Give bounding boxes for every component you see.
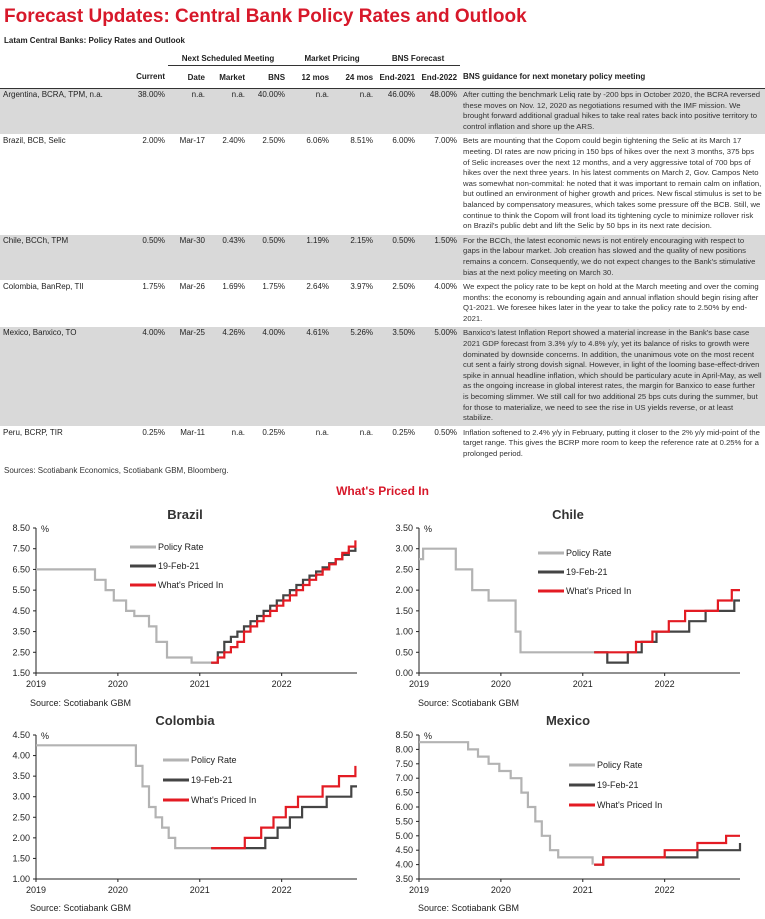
cell-date: Mar-30 (168, 234, 208, 280)
cell-date: Mar-17 (168, 135, 208, 234)
col-header-market: Market (208, 66, 248, 89)
colombia-y-tick-label: 3.50 (12, 771, 30, 782)
mexico-legend-label: What's Priced In (597, 800, 663, 810)
brazil-y-tick-label: 1.50 (12, 668, 30, 678)
cell-bns: 2.50% (248, 135, 288, 234)
cell-24mos: 3.97% (332, 281, 376, 327)
colombia-chart-title: Colombia (155, 713, 215, 728)
cell-12mos: 6.06% (288, 135, 332, 234)
cell-bank: Mexico, Banxico, TO (0, 327, 128, 426)
mexico-y-tick-label: 7.50 (395, 758, 413, 769)
cell-current: 2.00% (128, 135, 168, 234)
mexico-chart-title: Mexico (545, 713, 591, 728)
cell-bank: Peru, BCRP, TIR (0, 426, 128, 462)
colombia-y-tick-label: 1.50 (12, 853, 30, 864)
chile-y-tick-label: 3.50 (395, 523, 413, 533)
col-header-date: Date (168, 66, 208, 89)
cell-current: 38.00% (128, 89, 168, 135)
chile-y-tick-label: 2.50 (395, 564, 413, 575)
cell-current: 4.00% (128, 327, 168, 426)
cell-market: 1.69% (208, 281, 248, 327)
mexico-y-tick-label: 4.50 (395, 845, 413, 856)
chile-chart-source: Source: Scotiabank GBM (418, 698, 520, 708)
mexico-y-tick-label: 8.50 (395, 730, 413, 740)
brazil-series-whats-priced-in (211, 540, 355, 662)
cell-bns: 40.00% (248, 89, 288, 135)
colombia-unit-label: % (41, 731, 50, 741)
cell-24mos: 5.26% (332, 327, 376, 426)
colombia-x-tick-label: 2019 (25, 885, 47, 895)
brazil-unit-label: % (41, 524, 50, 534)
colombia-y-tick-label: 2.00 (12, 832, 30, 843)
cell-24mos: n.a. (332, 426, 376, 462)
cell-market: 4.26% (208, 327, 248, 426)
table-sources: Sources: Scotiabank Economics, Scotiabank GBM, Bloomberg. (4, 466, 229, 475)
brazil-y-tick-label: 6.50 (12, 564, 30, 575)
table-row (0, 135, 765, 234)
chile-y-tick-label: 2.00 (395, 585, 413, 596)
chile-legend-label: What's Priced In (566, 586, 632, 596)
group-next-meeting: Next Scheduled Meeting (168, 52, 288, 66)
mexico-y-tick-label: 5.50 (395, 816, 413, 827)
col-header-end2021: End-2021 (376, 66, 418, 89)
cell-date: Mar-25 (168, 327, 208, 426)
colombia-x-tick-label: 2020 (107, 885, 128, 895)
cell-end2021: 3.50% (376, 327, 418, 426)
mexico-chart (383, 711, 765, 901)
mexico-legend-label: 19-Feb-21 (597, 780, 639, 790)
table-header-row (0, 66, 765, 89)
brazil-chart-title: Brazil (167, 507, 203, 522)
group-market-pricing: Market Pricing (288, 52, 376, 66)
colombia-y-tick-label: 4.50 (12, 730, 30, 740)
chile-y-tick-label: 1.50 (395, 605, 413, 616)
cell-end2021: 2.50% (376, 281, 418, 327)
col-header-24mos: 24 mos (332, 66, 376, 89)
colombia-chart (0, 711, 383, 901)
mexico-x-tick-label: 2020 (490, 885, 511, 895)
col-header-12mos: 12 mos (288, 66, 332, 89)
cell-24mos: n.a. (332, 89, 376, 135)
cell-market: n.a. (208, 89, 248, 135)
colombia-legend-label: Policy Rate (191, 755, 237, 765)
chile-unit-label: % (424, 524, 433, 534)
chile-y-tick-label: 0.50 (395, 647, 413, 658)
mexico-chart-source: Source: Scotiabank GBM (418, 903, 520, 913)
cell-date: Mar-11 (168, 426, 208, 462)
brazil-chart (0, 503, 383, 711)
mexico-x-tick-label: 2021 (572, 885, 593, 895)
brazil-x-tick-label: 2019 (25, 679, 47, 689)
cell-market: 2.40% (208, 135, 248, 234)
col-header-bns: BNS (248, 66, 288, 89)
brazil-legend-label: 19-Feb-21 (158, 561, 200, 571)
table-row (0, 89, 765, 135)
charts-title: What's Priced In (336, 484, 429, 498)
group-bns-forecast: BNS Forecast (376, 52, 460, 66)
page-title: Forecast Updates: Central Bank Policy Rates and Outlook (4, 6, 527, 27)
colombia-series-policy-rate (36, 745, 216, 848)
cell-date: Mar-26 (168, 281, 208, 327)
mexico-x-tick-label: 2022 (654, 885, 675, 895)
cell-bns: 1.75% (248, 281, 288, 327)
cell-24mos: 8.51% (332, 135, 376, 234)
cell-current: 1.75% (128, 281, 168, 327)
table-row (0, 234, 765, 280)
cell-12mos: 4.61% (288, 327, 332, 426)
chile-x-tick-label: 2019 (408, 679, 430, 689)
cell-date: n.a. (168, 89, 208, 135)
cell-guidance: Inflation softened to 2.4% y/y in February, putting it closer to the 2% y/y mid-point of the target range. This gives the BCRP more room to keep the reference rate at 0.25% for a prolonged period. (460, 426, 765, 462)
cell-current: 0.50% (128, 234, 168, 280)
cell-12mos: 2.64% (288, 281, 332, 327)
brazil-y-tick-label: 8.50 (12, 523, 30, 533)
cell-end2021: 0.50% (376, 234, 418, 280)
cell-guidance: We expect the policy rate to be kept on hold at the March meeting and over the coming months: the economy is rebounding again and annual inflation should begin rising after Q1-2021. We foresee hikes later in the year to take the policy rate to 2.50% by end-2021. (460, 281, 765, 327)
cell-end2022: 5.00% (418, 327, 460, 426)
mexico-y-tick-label: 5.00 (395, 830, 413, 841)
mexico-y-tick-label: 3.50 (395, 874, 413, 884)
brazil-chart-source: Source: Scotiabank GBM (30, 698, 132, 708)
colombia-y-tick-label: 1.00 (12, 874, 30, 884)
chile-legend-label: 19-Feb-21 (566, 567, 608, 577)
chile-series-policy-rate (419, 549, 599, 653)
chile-x-tick-label: 2021 (572, 679, 593, 689)
chile-chart (383, 503, 765, 711)
cell-bns: 0.25% (248, 426, 288, 462)
colombia-chart-source: Source: Scotiabank GBM (30, 903, 132, 913)
brazil-y-tick-label: 3.50 (12, 626, 30, 637)
brazil-x-tick-label: 2022 (271, 679, 292, 689)
cell-bank: Brazil, BCB, Selic (0, 135, 128, 234)
cell-24mos: 2.15% (332, 234, 376, 280)
cell-bns: 0.50% (248, 234, 288, 280)
brazil-y-tick-label: 5.50 (12, 585, 30, 596)
cell-end2021: 46.00% (376, 89, 418, 135)
chile-legend-label: Policy Rate (566, 548, 612, 558)
chile-x-tick-label: 2022 (654, 679, 675, 689)
brazil-x-tick-label: 2020 (107, 679, 128, 689)
cell-end2022: 48.00% (418, 89, 460, 135)
table-row (0, 327, 765, 426)
mexico-y-tick-label: 7.00 (395, 773, 413, 784)
chile-y-tick-label: 1.00 (395, 626, 413, 637)
cell-end2022: 4.00% (418, 281, 460, 327)
brazil-y-tick-label: 4.50 (12, 605, 30, 616)
mexico-y-tick-label: 6.50 (395, 787, 413, 798)
table-row (0, 426, 765, 462)
cell-current: 0.25% (128, 426, 168, 462)
mexico-y-tick-label: 6.00 (395, 802, 413, 812)
brazil-x-tick-label: 2021 (189, 679, 210, 689)
colombia-series-whats-priced-in (211, 766, 355, 848)
cell-bank: Chile, BCCh, TPM (0, 234, 128, 280)
cell-12mos: n.a. (288, 426, 332, 462)
mexico-series-policy-rate (419, 742, 593, 864)
colombia-x-tick-label: 2021 (189, 885, 210, 895)
colombia-legend-label: What's Priced In (191, 795, 257, 805)
cell-bank: Colombia, BanRep, TII (0, 281, 128, 327)
colombia-legend-label: 19-Feb-21 (191, 775, 233, 785)
brazil-y-tick-label: 7.50 (12, 543, 30, 554)
mexico-y-tick-label: 4.00 (395, 859, 413, 870)
brazil-legend-label: Policy Rate (158, 542, 204, 552)
policy-rates-table (0, 52, 765, 463)
cell-guidance: For the BCCh, the latest economic news is not entirely encouraging with respect to gaps in the labour market. Job creation has slowed and the quality of new positions remains a concern. Consequently, we do not expect changes to the Bank's stimulative bias at the next policy meeting on March 30. (460, 234, 765, 280)
chile-y-tick-label: 3.00 (395, 543, 413, 554)
colombia-x-tick-label: 2022 (271, 885, 292, 895)
cell-market: 0.43% (208, 234, 248, 280)
cell-12mos: n.a. (288, 89, 332, 135)
cell-market: n.a. (208, 426, 248, 462)
mexico-unit-label: % (424, 731, 433, 741)
chile-x-tick-label: 2020 (490, 679, 511, 689)
cell-end2021: 6.00% (376, 135, 418, 234)
brazil-y-tick-label: 2.50 (12, 647, 30, 658)
table-group-header-row (0, 52, 765, 66)
mexico-legend-label: Policy Rate (597, 760, 643, 770)
cell-end2022: 1.50% (418, 234, 460, 280)
cell-12mos: 1.19% (288, 234, 332, 280)
cell-bank: Argentina, BCRA, TPM, n.a. (0, 89, 128, 135)
chile-series-whats-priced-in (594, 590, 740, 652)
cell-end2022: 7.00% (418, 135, 460, 234)
table-subtitle: Latam Central Banks: Policy Rates and Outlook (4, 36, 185, 45)
col-header-guidance: BNS guidance for next monetary policy meeting (460, 66, 765, 89)
cell-end2022: 0.50% (418, 426, 460, 462)
cell-guidance: Banxico's latest Inflation Report showed a material increase in the Bank's base case 2021 GDP forecast from 3.3% y/y to 4.8% y/y, yet its balance of risks to growth were dominated by downside concerns. In addition, the unanimous vote on the most recent cut sent a fairly strong dovish signal. However, in light of the looming base-effect-driven spike in annual headline inflation, which should be particulary acute in April-May, as well as the ongoing increase in global interest rates, the margin for Banxico to ease further is becoming slimmer. We still call for two additional 25 bps cuts during the summer, but for those to materialize, we need to see the rise in US yields reverse, or at least stabilize. (460, 327, 765, 426)
colombia-y-tick-label: 3.00 (12, 791, 30, 802)
table-row (0, 281, 765, 327)
cell-bns: 4.00% (248, 327, 288, 426)
cell-end2021: 0.25% (376, 426, 418, 462)
mexico-x-tick-label: 2019 (408, 885, 430, 895)
cell-guidance: After cutting the benchmark Leliq rate by -200 bps in October 2020, the BCRA reversed these moves on Nov. 12, 2020 as negotiations resumed with the IMF mission. We brought forward additional gradual hikes to take real rates back into positive territory to control inflation and shore up the ARS. (460, 89, 765, 135)
cell-guidance: Bets are mounting that the Copom could begin tightening the Selic at its March 17 meeting. DI rates are now pricing in 150 bps of hikes over the next 3 months, 375 bps of Selic increases over the next 12 months, and a very aggressive total of 700 bps of hikes over the next three years. In his latest comments on March 2, Gov. Campos Neto was somewhat non-commital: he noted that it was important to remain calm on inflation, but outlined an environment of higher growth and prices. New fiscal stimulus is set to be balanced by compensatory measures, which takes some pressure off the BCB. Still, we continue to think the Copom will front load its tightening cycle to minimize rollover risk on Brazil's public debt and lift the Selic by 50 bps in its next rate decision. (460, 135, 765, 234)
colombia-y-tick-label: 2.50 (12, 812, 30, 823)
col-header-current: Current (128, 66, 168, 89)
mexico-series-19-feb-21 (594, 843, 740, 865)
brazil-legend-label: What's Priced In (158, 580, 224, 590)
chile-y-tick-label: 0.00 (395, 668, 413, 678)
colombia-y-tick-label: 4.00 (12, 750, 30, 761)
col-header-end2022: End-2022 (418, 66, 460, 89)
mexico-y-tick-label: 8.00 (395, 744, 413, 755)
chile-chart-title: Chile (552, 507, 584, 522)
